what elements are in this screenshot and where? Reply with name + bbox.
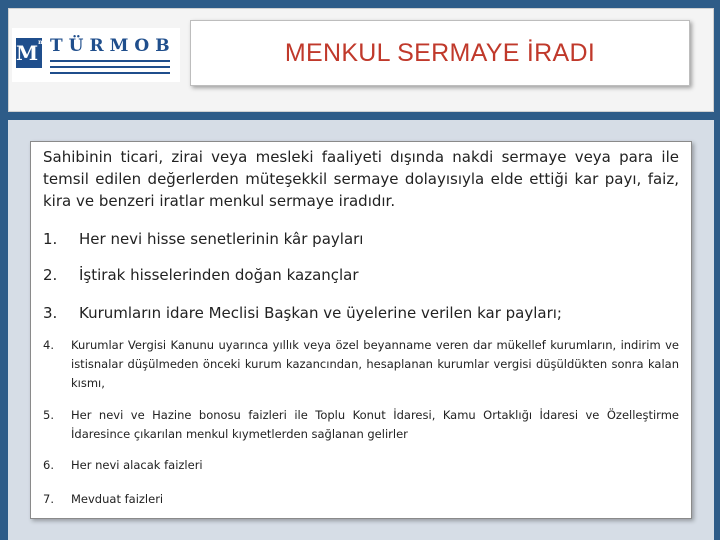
intro-paragraph: Sahibinin ticari, zirai veya mesleki faaliyeti dışında nakdi sermaye veya para ile temsil edilen değerlerden müteşekkil sermaye dolayısıyla elde ettiği kar payı, faiz, kira ve benzeri iratlar menkul sermaye iradıdır. bbox=[43, 148, 679, 210]
page-title: MENKUL SERMAYE İRADI bbox=[284, 38, 596, 67]
logo-underline bbox=[50, 72, 170, 74]
list-item bbox=[43, 266, 683, 284]
logo-underline bbox=[50, 60, 170, 62]
list-item-number: 1. bbox=[43, 230, 58, 248]
list-item-number: 7. bbox=[43, 492, 54, 506]
logo-underline bbox=[50, 66, 170, 68]
list-item-text: Her nevi ve Hazine bonosu faizleri ile Toplu Konut İdaresi, Kamu Ortaklığı İdaresi ve Özelleştirme İdaresince çıkarılan menkul kıymetlerden sağlanan gelirler bbox=[71, 408, 679, 441]
logo-mark-icon: $M^m$ bbox=[16, 38, 42, 68]
logo-name: TÜRMOB bbox=[50, 36, 176, 56]
turmob-logo bbox=[12, 28, 180, 82]
list-item bbox=[43, 490, 679, 509]
list-item-number: 4. bbox=[43, 338, 54, 352]
list-item bbox=[43, 230, 683, 248]
list-item bbox=[43, 406, 679, 444]
list-item-text: İştirak hisselerinden doğan kazançlar bbox=[79, 266, 359, 284]
list-item-text: Kurumların idare Meclisi Başkan ve üyelerine verilen kar payları; bbox=[79, 304, 562, 322]
list-item-text: Her nevi alacak faizleri bbox=[71, 458, 203, 472]
list-item-text: Mevduat faizleri bbox=[71, 492, 164, 506]
list-item-number: 2. bbox=[43, 266, 58, 284]
list-item-text: Her nevi hisse senetlerinin kâr payları bbox=[79, 230, 364, 248]
logo-mark-letter: M bbox=[16, 41, 39, 65]
list-item-number: 6. bbox=[43, 458, 54, 472]
list-item bbox=[43, 456, 679, 475]
list-item bbox=[43, 336, 679, 393]
list-item-number: 3. bbox=[43, 304, 58, 322]
list-item-number: 5. bbox=[43, 408, 54, 422]
list-item-text: Kurumlar Vergisi Kanunu uyarınca yıllık veya özel beyanname veren dar mükellef kurumların, indirim ve istisnalar düşülmeden önceki kurum kazancından, hesaplanan kurumlar vergisi düşüldükten sonra kalan kısmı, bbox=[71, 338, 679, 390]
title-box bbox=[190, 20, 690, 86]
list-item bbox=[43, 304, 683, 322]
